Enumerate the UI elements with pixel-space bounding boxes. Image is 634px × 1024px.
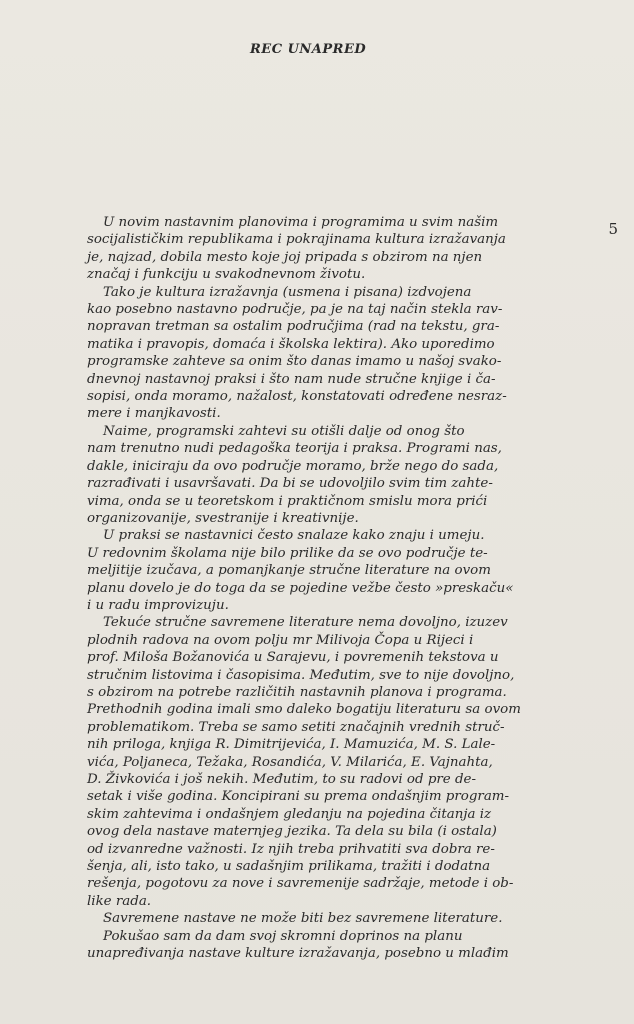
text-line: socijalističkim republikama i pokrajinama kultura izražavanja [87,232,506,248]
text-line: kao posebno nastavno područje, pa je na taj način stekla rav- [87,302,503,318]
text-line: setak i više godina. Koncipirani su prema ondašnjim program- [87,789,510,805]
text-line: Pokušao sam da dam svoj skromni doprinos na planu [103,928,463,944]
text-line: je, najzad, dobila mesto koje joj pripada s obzirom na njen [87,249,483,265]
paragraph [87,214,569,284]
text-line: dnevnoj nastavnoj praksi i što nam nude stručne knjige i ča- [87,371,496,387]
text-line: programske zahteve sa onim što danas imamo u našoj svako- [87,354,502,370]
text-line: problematikom. Treba se samo setiti značajnih vrednih struč- [87,719,505,735]
text-line: skim zahtevima i ondašnjem gledanju na pojedina čitanja iz [87,806,492,822]
text-line: mere i manjkavosti. [87,406,221,422]
text-line: vića, Poljaneca, Težaka, Rosandića, V. Milarića, E. Vajnahta, [87,754,493,770]
text-line: plodnih radova na ovom polju mr Milivoja Čopa u Rijeci i [87,632,474,648]
text-line: stručnim listovima i časopisima. Međutim, sve to nije dovoljno, [87,667,515,683]
text-line: U novim nastavnim planovima i programima u svim našim [103,215,499,230]
text-line: Tekuće stručne savremene literature nema dovoljno, izuzev [103,615,508,631]
text-line: like rada. [87,893,152,909]
text-line: rešenja, pogotovu za nove i savremenije sadržaje, metode i ob- [87,876,514,892]
paragraph [87,423,569,527]
text-line: U praksi se nastavnici često snalaze kako znaju i umeju. [103,528,485,544]
text-line: šenja, ali, isto tako, u sadašnjim prilikama, tražiti i dodatna [87,859,491,875]
text-line: Naime, programski zahtevi su otišli dalje od onog što [103,423,465,439]
text-line: od izvanredne važnosti. Iz njih treba prihvatiti sva dobra re- [87,841,495,857]
text-line: i u radu improvizuju. [87,597,229,613]
paragraph [87,910,569,927]
text-line: nopravan tretman sa ostalim područjima (rad na tekstu, gra- [87,319,500,335]
page-number: 5 [608,220,618,238]
text-line: vima, onda se u teoretskom i praktičnom smislu mora prići [87,493,488,509]
text-line: Tako je kultura izražavnja (usmena i pisana) izdvojena [103,284,472,300]
text-line: razrađivati i usavršavati. Da bi se udovoljilo svim tim zahte- [87,476,493,492]
text-line: dakle, iniciraju da ovo područje moramo, brže nego do sada, [87,458,499,474]
text-line: značaj i funkciju u svakodnevnom životu. [87,267,366,283]
paragraph [87,527,569,614]
text-line: nam trenutno nudi pedagoška teorija i praksa. Programi nas, [87,441,502,457]
text-line: meljitije izučava, a pomanjkanje stručne literature na ovom [87,563,491,579]
text-line: matika i pravopis, domaća i školska lektira). Ako uporedimo [87,336,495,352]
text-line: U redovnim školama nije bilo prilike da se ovo područje te- [87,545,488,561]
text-line: D. Živkovića i još nekih. Međutim, to su radovi od pre de- [87,772,476,787]
paragraph [87,284,569,423]
text-line: Prethodnih godina imali smo daleko bogatiju literaturu sa ovom [87,702,521,718]
chapter-header: REC UNAPRED [250,42,367,57]
text-line: ovog dela nastave maternjeg jezika. Ta dela su bila (i ostala) [87,824,497,840]
paragraph [87,928,569,963]
text-line: organizovanije, svestranije i kreativnije. [87,510,359,526]
text-line: unapređivanja nastave kulture izražavanja, posebno u mlađim [87,946,509,962]
text-line: s obzirom na potrebe različitih nastavnih planova i programa. [87,684,507,700]
text-line: Savremene nastave ne može biti bez savremene literature. [103,911,503,927]
paragraph [87,614,569,910]
text-line: nih priloga, knjiga R. Dimitrijevića, I. Mamuzića, M. S. Lale- [87,737,496,753]
text-line: planu dovelo je do toga da se pojedine vežbe često »preskaču« [87,580,514,596]
body-text [87,214,569,962]
text-line: sopisi, onda moramo, nažalost, konstatovati određene nesraz- [87,389,507,405]
text-line: prof. Miloša Božanovića u Sarajevu, i povremenih tekstova u [87,650,499,666]
